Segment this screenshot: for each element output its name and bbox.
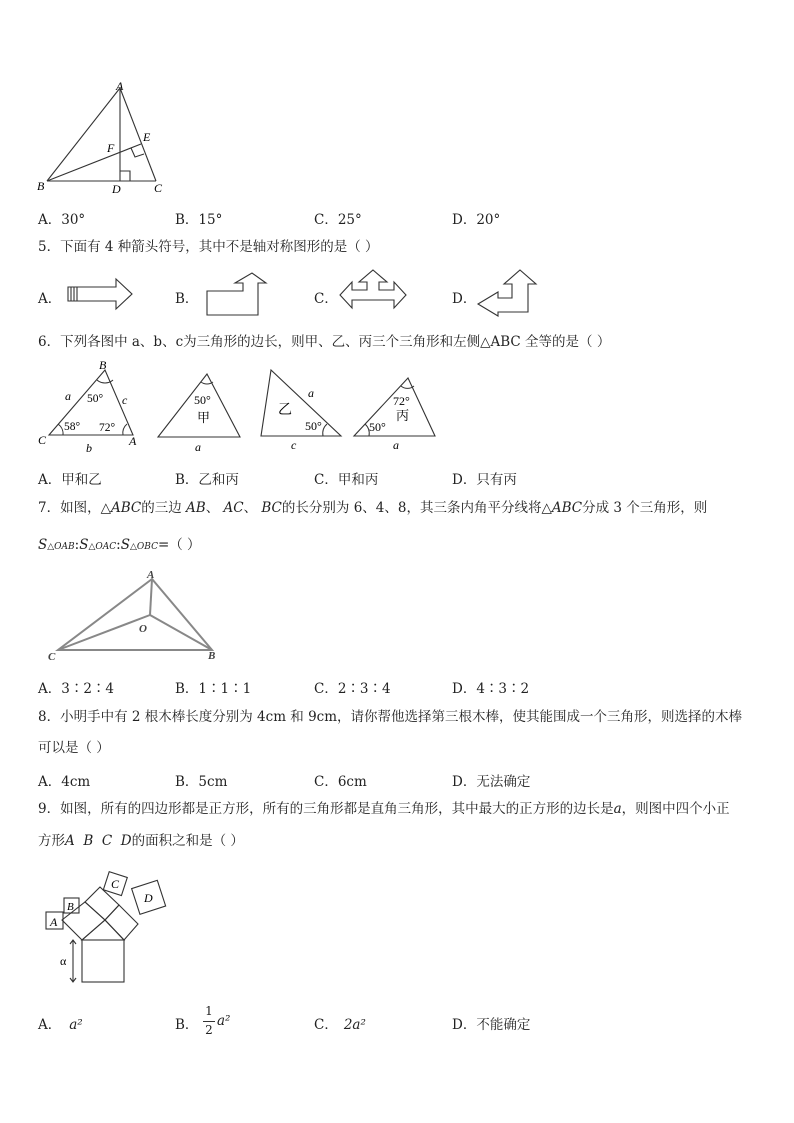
label-C: C — [38, 433, 47, 447]
label-B: B — [208, 650, 216, 662]
option-text: 4∶3∶2 — [476, 681, 530, 697]
label-B: B — [99, 358, 107, 372]
q8-option-d[interactable] — [452, 770, 530, 790]
label-O: O — [139, 623, 147, 635]
q7-text-part: 分成 3 个三角形，则 — [582, 500, 708, 516]
option-text: 只有丙 — [476, 472, 517, 488]
q7-sep: 、 — [243, 500, 258, 516]
option-key: A． — [38, 1017, 62, 1033]
option-text: 5cm — [198, 774, 228, 790]
q5-option-d-key[interactable]: D． — [452, 291, 477, 307]
q7-option-a[interactable] — [38, 677, 114, 697]
option-key: B． — [175, 681, 199, 697]
q4-option-c[interactable] — [314, 208, 362, 228]
option-key: B． — [175, 472, 199, 488]
q7-side-bc: BC — [261, 500, 282, 516]
fraction-denominator: 2 — [205, 1023, 213, 1037]
option-key: D． — [452, 212, 477, 228]
q6-triangle-abc — [34, 358, 144, 454]
q9-question-line2 — [38, 832, 244, 850]
area-symbol: S — [38, 537, 48, 553]
q8-question-line1: 8．小明手中有 2 根木棒长度分别为 4cm 和 9cm，请你帮他选择第三根木棒，使其能围成一个三角形，则选择的木棒 — [38, 709, 743, 725]
q4-triangle-figure — [34, 78, 174, 198]
q7-text-part: 的长分别为 6、4、8，其三条内角平分线将 — [281, 500, 542, 516]
subscript: △OAC — [88, 542, 117, 552]
angle-label: 50° — [305, 419, 322, 433]
q7-option-b[interactable] — [175, 677, 251, 697]
option-key: C． — [314, 681, 338, 697]
q7-triangle-name: △ABC — [100, 500, 142, 516]
q7-option-d[interactable] — [452, 677, 529, 697]
q6-triangle-bing — [352, 372, 442, 456]
label-A: A — [50, 915, 58, 929]
option-key: C． — [314, 472, 338, 488]
q8-option-c[interactable] — [314, 770, 367, 790]
q6-question-text: 6．下列各图中 a、b、c为三角形的边长，则甲、乙、丙三个三角形和左侧△ABC 全等的是（ ） — [38, 334, 611, 350]
q7-side-ab: AB — [186, 500, 206, 516]
q6-option-d[interactable] — [452, 468, 517, 488]
area-symbol: S — [79, 537, 89, 553]
option-text: 20° — [476, 212, 501, 228]
option-text: 甲和丙 — [337, 472, 379, 488]
angle-c: 58° — [64, 421, 81, 433]
q6-option-a[interactable] — [38, 468, 102, 488]
q9-text-part: 的面积之和是（ ） — [131, 833, 244, 849]
q9-option-a[interactable] — [38, 1013, 83, 1033]
angle-left-label: 50° — [369, 420, 386, 434]
label-alpha: α — [60, 954, 67, 968]
triangle-name: 甲 — [197, 410, 211, 425]
q9-vars: A B C D — [65, 833, 132, 849]
option-text: a² — [69, 1017, 83, 1033]
option-key: D． — [452, 472, 477, 488]
q8-option-b[interactable] — [175, 770, 227, 790]
q9-text-part: 9．如图，所有的四边形都是正方形，所有的三角形都是直角三角形，其中最大的正方形的边长是 — [38, 801, 614, 817]
q4-option-b[interactable] — [175, 208, 222, 228]
q7-text-part: 7．如图， — [38, 500, 101, 516]
triangle-name: 乙 — [278, 403, 292, 418]
q9-text-part: 方形 — [38, 833, 65, 849]
option-key: B． — [175, 1017, 199, 1033]
label-b: b — [86, 441, 92, 454]
label-C: C — [154, 181, 163, 195]
q5-arrow-b-icon[interactable] — [204, 271, 268, 319]
q6-option-b[interactable] — [175, 468, 239, 488]
option-text: 不能确定 — [476, 1017, 531, 1033]
label-B: B — [67, 901, 74, 913]
angle-a: 72° — [99, 422, 116, 434]
option-key: B． — [175, 212, 199, 228]
q8-question-line2: 可以是（ ） — [38, 740, 110, 756]
label-D: D — [144, 891, 153, 905]
option-text: 3∶2∶4 — [61, 681, 115, 697]
q5-arrow-a-icon[interactable] — [66, 276, 136, 312]
q9-option-d[interactable] — [452, 1013, 530, 1033]
option-key: D． — [452, 1017, 477, 1033]
option-text: 15° — [198, 212, 223, 228]
equals-paren: =（ ） — [157, 537, 201, 553]
q5-arrow-c-icon[interactable] — [338, 268, 408, 318]
q7-option-c[interactable] — [314, 677, 391, 697]
option-text: 1∶1∶1 — [198, 681, 252, 697]
option-text: 无法确定 — [476, 774, 531, 790]
option-key: A． — [38, 212, 62, 228]
option-key: A． — [38, 472, 62, 488]
option-text: 25° — [337, 212, 362, 228]
option-key: A． — [38, 774, 62, 790]
angle-b: 50° — [87, 393, 104, 405]
q9-pythagoras-figure — [44, 866, 174, 988]
option-text: 2∶3∶4 — [337, 681, 391, 697]
side-label: a — [393, 438, 399, 452]
angle-top-label: 72° — [393, 394, 410, 408]
label-A: A — [116, 79, 124, 93]
q7-side-ac: AC — [223, 500, 244, 516]
option-text: 4cm — [61, 774, 91, 790]
option-key: C． — [314, 212, 338, 228]
label-C: C — [48, 651, 56, 663]
label-a: a — [65, 389, 71, 403]
option-key: C． — [314, 1017, 338, 1033]
triangle-name: 丙 — [396, 408, 410, 423]
side-a-label: a — [308, 386, 314, 400]
colon: : — [116, 537, 121, 553]
q9-text-part: ，则图中四个小正 — [621, 801, 730, 817]
option-key: D． — [452, 681, 477, 697]
label-A: A — [147, 569, 155, 581]
label-D: D — [112, 182, 121, 196]
q6-option-c[interactable] — [314, 468, 378, 488]
q7-triangle-name: △ABC — [541, 500, 583, 516]
fraction-numerator: 1 — [205, 1004, 213, 1018]
q9-question-line1 — [38, 800, 730, 818]
q6-triangle-jia — [154, 368, 246, 456]
option-text: a² — [217, 1013, 231, 1029]
side-c-label: c — [291, 438, 297, 452]
area-symbol: S — [120, 537, 130, 553]
label-c: c — [122, 393, 128, 407]
option-key: B． — [175, 774, 199, 790]
label-C: C — [111, 877, 120, 891]
q7-ratio-expression — [38, 536, 201, 556]
q5-option-a-key[interactable]: A． — [38, 291, 62, 307]
subscript: △OBC — [129, 542, 158, 552]
label-A: A — [129, 434, 137, 448]
option-key: D． — [452, 774, 477, 790]
option-key: A． — [38, 681, 62, 697]
q4-option-d[interactable] — [452, 208, 500, 228]
q4-option-a[interactable] — [38, 208, 85, 228]
label-B: B — [37, 179, 45, 193]
label-F: F — [107, 141, 115, 155]
fraction-bar — [203, 1021, 215, 1022]
option-text: 6cm — [337, 774, 367, 790]
q9-var-a: a — [613, 801, 622, 817]
angle-label: 50° — [194, 393, 211, 407]
subscript: △OAB — [47, 542, 75, 552]
q7-sep: 、 — [205, 500, 220, 516]
q9-option-c[interactable] — [314, 1013, 366, 1033]
q7-question-text — [38, 499, 707, 517]
q6-triangle-yi — [255, 364, 347, 454]
option-text: 甲和乙 — [61, 472, 102, 488]
q5-arrow-d-icon[interactable] — [476, 268, 540, 320]
colon: : — [74, 537, 80, 553]
q5-question-text: 5．下面有 4 种箭头符号，其中不是轴对称图形的是（ ） — [38, 239, 379, 255]
option-text: 乙和丙 — [198, 472, 239, 488]
label-E: E — [143, 130, 151, 144]
option-text: 30° — [61, 212, 86, 228]
option-key: C． — [314, 774, 338, 790]
q5-option-b-key[interactable]: B． — [175, 291, 199, 307]
side-label: a — [195, 440, 201, 454]
option-text: 2a² — [343, 1017, 366, 1033]
q5-option-c-key[interactable]: C． — [314, 291, 338, 307]
q8-option-a[interactable] — [38, 770, 90, 790]
q7-text-part: 的三边 — [141, 500, 182, 516]
q7-triangle-figure — [40, 565, 230, 665]
